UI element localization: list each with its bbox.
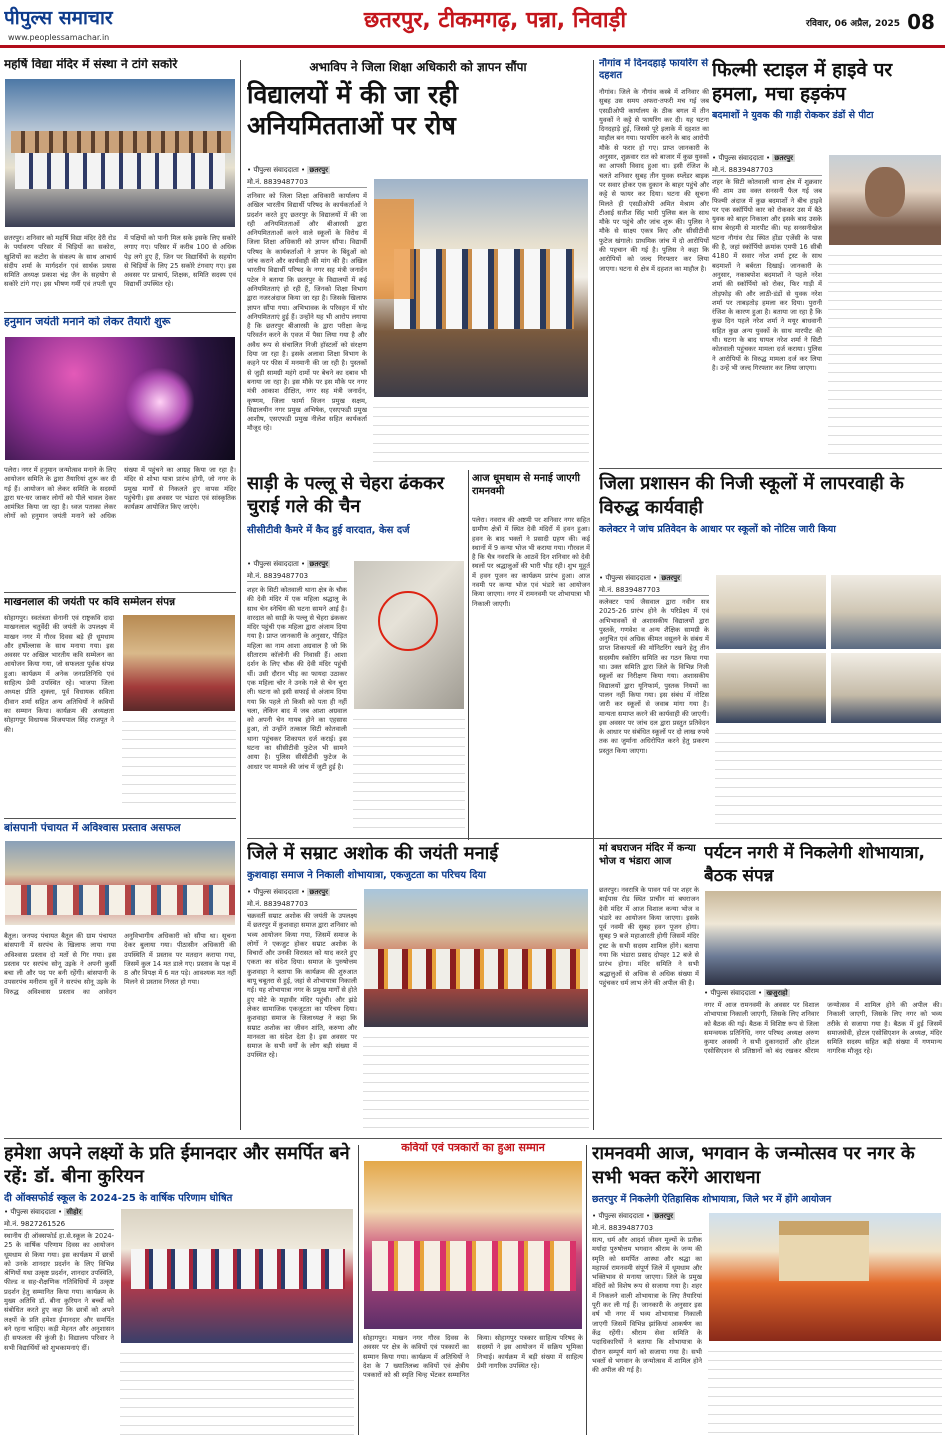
article-body: नगर में आज रामनवमी के अवसर पर विशाल शोभायात्रा निकाली जाएगी, जिसके लिए शनिवार को बैठक की गई। बैठक में विशिष्ट रूप से जिला समन्वयक प्रतिनिधि, नगर परिषद अध्यक्ष अरुण कुमार अवस्थी ने सभी दुकानदारों और होटल एसोसिएशन से प्रतिष्ठानों को बंद रखकर श्रीराम जन्मोत्सव में शामिल होने की अपील की। निकाली जाएगी, जिसके लिए नगर को भव्य तरीके से सजाया गया है। बैठक में हुई जिसमें समाजसेवी, होटल एसोसिएशन के अध्यक्ष, मंदिर समिति सदस्य सहित बड़ी संख्या में गणमान्य नागरिक मौजूद रहे। xyxy=(704,1001,942,1056)
article-private-schools xyxy=(599,472,942,834)
article-body-cont xyxy=(828,250,942,462)
article-subhead: सीसीटीवी कैमरे में कैद हुई वारदात, केस दर्ज xyxy=(247,525,410,536)
article-headline: पर्यटन नगरी में निकलेगी शोभायात्रा, बैठक संपन्न xyxy=(704,843,925,886)
article-body: कलेक्टर पार्थ जैसवाल द्वारा नवीन सत्र 2025-26 प्रारंभ होने के परिप्रेक्ष्य में एवं अभिभावकों से अशासकीय विद्यालयों द्वारा पुस्तकें, गणवेश व अन्य शैक्षिक सामग्री के अनुचित एवं अधिक कीमत वसूलने के संबंध में प्राप्त शिकायतों की मॉनिटरिंग रखने हेतु तीन सदस्यीय स्कोरिंग समिति का गठन किया गया था। उक्त समिति द्वारा जिले के विभिन्न निजी स्कूलों का निरीक्षण किया गया। अशासकीय विद्यालयों द्वारा यूनिफार्म, पुस्तक नियमों का पालन नहीं किया गया। इस संबंध में नोटिस जारी कर स्कूलों से जवाब मांगा गया है। मान्यता समाप्त करने की कार्यवाही की जाएगी। इस अवसर पर जांच दल द्वारा प्रस्तुत प्रतिवेदन के आधार पर संबंधित स्कूलों पर दो लाख रुपये तक का जुर्माना अधिरोपित करने हेतु प्रकरण प्रस्तुत किया जाएगा। xyxy=(599,598,709,755)
article-body: शनिवार को जिला शिक्षा अधिकारी कार्यालय में अखिल भारतीय विद्यार्थी परिषद के कार्यकर्ताओं ने प्रदर्शन करते हुए छतरपुर के विद्यालयों में की जा रही अनियमितताओं और बीआरसी द्वारा अनियमितताओं करने वाले स्कूलों के विरोध में जिला शिक्षा अधिकारी को ज्ञापन सौंपा। विद्यार्थी परिषद के कार्यकर्ताओं ने ज्ञापन के बिंदुओं को जांच कराने और कार्यवाही की मांग की है। अखिल भारतीय विद्यार्थी परिषद के नगर सह मंत्री जनार्दन पटेल ने बताया कि छतरपुर के विद्यालयों में कई अनियमितताएं हो रही हैं, जिनको शिक्षा विभाग द्वारा नजरअंदाज किया जा रहा है। जिसके खिलाफ ज्ञापन सौंपा गया। अभिभावक के परिवहन में घोर अनियमितताएं हुई हैं। उन्होंने यह भी आरोप लगाया है कि छतरपुर बीआरसी के द्वारा परीक्षा केन्द्र परिवर्तन करने के एवज में पैसा लिया गया है और अवैध रूप से संचालित निजी हॉस्टलों को संरक्षण दिया जा रहा है। इसके अलावा शिक्षा विभाग के कहने पर फीस में मनमानी की जा रही है। पुस्तकों से जुड़ी सामग्री महंगे दामों पर बेचने का दबाव भी बनाया जा रहा है। इस मौके पर इस मौके पर नगर मंत्री आकाश दीक्षित, नगर सह मंत्री जनार्दन, कृष्णम, जिला फार्मा विजन प्रमुख सक्षम, विद्यालयीन नगर प्रमुख अभिषेक, एसएफडी प्रमुख आशीष, एसएफडी प्रमुख नीलेश सहित कार्यकर्ता मौजूद रहे। xyxy=(247,192,367,433)
article-body: पलेरा। नगर में हनुमान जन्मोत्सव मनाने के लिए आयोजन समिति के द्वारा तैयारियां शुरू कर दी गई हैं। आयोजन को लेकर समिति के सदस्यों द्वारा घर-घर जाकर लोगों को पीले चावल देकर आमंत्रित किया जा रहा है। ध्वज पताका लेकर लोगों को हनुमान जयंती मनाने को अधिक संख्या में पहुंचने का आग्रह किया जा रहा है। मंदिर से शोभा यात्रा प्रारंभ होगी, जो नगर के प्रमुख मार्गों से निकलते हुए वापस मंदिर पहुंचेगी। इस अवसर पर भंडारा एवं सांस्कृतिक कार्यक्रम आयोजित किए जाएंगे। xyxy=(4,466,236,521)
article-body: छतरपुर। शनिवार को महर्षि विद्या मंदिर देरी रोड के पर्यावरण परिसर में चिड़ियों का सकोरा, खुशियों का कटोरा के संकल्प के साथ आचार्य संदीप शर्मा के मार्गदर्शन एवं सार्थक प्रयास समिति अध्यक्ष प्रकाश चंद्र जैन के सहयोग से सकोरे टांगे गए। इस भीषण गर्मी एवं तपती धूप में पक्षियों को पानी मिल सके इसके लिए सकोरे लगाए गए। परिसर में करीब 100 से अधिक पेड़ लगे हुए हैं, जिन पर विद्यार्थियों के सहयोग से चिड़ियों के लिए 25 सकोरे टंगवाए गए। इस अवसर पर प्राचार्य, शिक्षक, समिति सदस्य एवं विद्यार्थी उपस्थित रहे। xyxy=(4,234,236,289)
mobile: मो.नं. 8839487703 xyxy=(712,166,822,176)
byline: • पीपुल्स संवाददाता • छतरपुर xyxy=(599,574,681,582)
page-number: 08 xyxy=(907,10,935,34)
region-title: छतरपुर, टीकमगढ़, पन्ना, निवाड़ी xyxy=(363,8,627,33)
article-body: स्थानीय दी ऑक्सफोर्ड हा.से.स्कूल के 2024-25 के वार्षिक परिणाम दिवस का आयोजन धूमधाम से किया गया। इस कार्यक्रम में छात्रों को उनके शानदार प्रदर्शन के लिए विभिन्न श्रेणियों यथा उत्कृष्ट प्रदर्शन, शानदार उपस्थिति, फील्ड व सह-शैक्षणिक गतिविधियों में उत्कृष्ट प्रदर्शन हेतु सम्मानित किया गया। कार्यक्रम के मुख्य अतिथि डॉ. बीना कुरियन ने बच्चों को संबोधित करते हुए कहा कि छात्रों को अपने लक्ष्यों के प्रति हमेशा ईमानदार और समर्पित बने रहना चाहिए। कड़ी मेहनत और अनुशासन ही सफलता की कुंजी है। विद्यालय परिवार ने सभी विद्यार्थियों को शुभकामनाएं दीं। xyxy=(4,1232,114,1352)
article-chain xyxy=(247,472,465,834)
logo[interactable]: पीपुल्स समाचार xyxy=(4,7,113,29)
article-headline: साड़ी के पल्लू से चेहरा ढंककर चुराई गले की चैन xyxy=(247,473,445,517)
article-body: चक्रवर्ती सम्राट अशोक की जयंती के उपलक्ष्य में छतरपुर में कुशवाहा समाज द्वारा शनिवार को भव्य आयोजन किया गया, जिसमें समाज के लोगों ने एकजुट होकर सम्राट अशोक के विचारों और उनकी विरासत को याद करते हुए एकता का संदेश दिया। समाज के पुरुषोत्तम कुशवाहा ने बताया कि कार्यक्रम की शुरुआत बापू चबूतरा से हुई, जहां से शोभायात्रा निकाली गई। यह शोभायात्रा नगर के प्रमुख मार्गों से होते हुए मोटे के महावीर मंदिर पहुंची। और झंडे लेकर सामाजिक एकजुटता का परिचय दिया। कुशवाहा समाज के जिलाध्यक्ष ने कहा कि सम्राट अशोक का जीवन शांति, करुणा और मानवता का संदेश देता है। इस अवसर पर समाज के सभी वर्गों के लोग बड़ी संख्या में उपस्थित रहे। xyxy=(247,912,357,1060)
article-ramnavami-palera xyxy=(472,472,590,834)
mobile: मो.नं. 9827261526 xyxy=(4,1220,114,1230)
article-kicker: आज धूमधाम से मनाई जाएगी रामनवमी xyxy=(472,473,580,497)
temple-photo xyxy=(4,336,236,461)
office-photo-2 xyxy=(830,574,942,650)
article-body-cont xyxy=(353,714,465,830)
byline: • पीपुल्स संवाददाता • सीहोर xyxy=(4,1208,82,1216)
byline: • पीपुल्स संवाददाता • छतरपुर xyxy=(247,166,329,174)
issue-date: रविवार, 06 अप्रैल, 2025 xyxy=(806,19,900,29)
article-panchayat xyxy=(4,822,236,1134)
article-poets-honour xyxy=(363,1142,583,1442)
article-body: सोहागपुर। स्वतंत्रता सेनानी एवं राष्ट्रकवि दादा माखनलाल चतुर्वेदी की जयंती के उपलक्ष्य में माखन नगर में गौरव दिवस बड़े ही धूमधाम और हर्षोल्लास के साथ मनाया गया। इस अवसर पर अखिल भारतीय कवि सम्मेलन का आयोजन किया गया, जो सफलता पूर्वक संपन्न हुआ। कार्यक्रम में अनेक जनप्रतिनिधि एवं साहित्य प्रेमी उपस्थित रहे। भाजपा जिला अध्यक्ष प्रीति शुक्ला, पूर्व विधायक सविता दीवान शर्मा सहित अन्य अतिथियों ने कवियों का सम्मान किया। कार्यक्रम की अध्यक्षता सोहागपुर विधायक विजयपाल सिंह राजपूत ने की। xyxy=(4,614,114,734)
article-body: बैतूल। जनपद पंचायत बैतूल की ग्राम पंचायत बांसपानी में सरपंच के खिलाफ लाया गया अविश्वास प्रस्ताव दो मतों से गिर गया। इस प्रस्ताव पर सरपंच सोनू उइके ने अपनी कुर्सी बचा ली और पद पर बनी रहेंगी। बांसपानी के उपसरपंच मनीराम धुर्वे ने सरपंच सोनू उइके के विरुद्ध अविश्वास प्रस्ताव का आवेदन अनुविभागीय अधिकारी को सौंपा था। सूचना देकर बुलाया गया। पीठासीन अधिकारी की उपस्थिति में प्रस्ताव पर मतदान कराया गया, जिसमें कुल 14 मत डाले गए। प्रस्ताव के पक्ष में 8 और विपक्ष में 6 मत पड़े। आवश्यक मत नहीं मिलने से प्रस्ताव निरस्त हो गया। xyxy=(4,932,236,996)
temple-decor-photo xyxy=(708,1212,942,1342)
article-headline: जिला प्रशासन की निजी स्कूलों में लापरवाही के विरुद्ध कार्यवाही xyxy=(599,473,904,518)
article-headline: विद्यालयों में की जा रही अनियमितताओं पर रोष xyxy=(247,80,458,140)
article-headline: फिल्मी स्टाइल में हाइवे पर हमला, मचा हड़कंप xyxy=(712,59,893,105)
article-abvp xyxy=(247,58,589,466)
masthead xyxy=(0,0,945,48)
article-ashoka xyxy=(247,842,589,1132)
article-headline: बांसपानी पंचायत में अविश्वास प्रस्ताव असफल xyxy=(4,822,181,834)
article-headline: महर्षि विद्या मंदिर में संस्था ने टांगे सकोरे xyxy=(4,58,178,71)
article-body-cont xyxy=(363,1032,589,1128)
article-hanuman xyxy=(4,316,236,586)
cctv-photo xyxy=(353,560,465,710)
article-headline: रामनवमी आज, भगवान के जन्मोत्सव पर नगर के सभी भक्त करेंगे आराधना xyxy=(592,1143,915,1188)
abvp-photo xyxy=(373,178,589,398)
byline: • पीपुल्स संवाददाता • खजुराहो xyxy=(704,989,788,997)
byline: • पीपुल्स संवाददाता • छतरपुर xyxy=(247,560,329,568)
article-body-cont xyxy=(708,1346,942,1438)
article-oxford xyxy=(4,1142,354,1442)
meeting-photo xyxy=(4,840,236,926)
article-highway xyxy=(712,58,942,466)
article-headline: जिले में सम्राट अशोक की जयंती मनाई xyxy=(247,843,499,864)
article-subhead: बदमाशों ने युवक की गाड़ी रोककर डंडों से पीटा xyxy=(712,110,874,121)
article-subhead: कुशवाहा समाज ने निकाली शोभायात्रा, एकजुटता का परिचय दिया xyxy=(247,870,486,881)
office-photo-3 xyxy=(715,652,827,724)
byline: • पीपुल्स संवाददाता • छतरपुर xyxy=(247,888,329,896)
article-headline: माखनलाल की जयंती पर कवि सम्मेलन संपन्न xyxy=(4,596,176,608)
mobile: मो.नं. 8839487703 xyxy=(247,178,367,188)
office-photo-4 xyxy=(830,652,942,724)
article-body: शहर के सिटी कोतवाली थाना क्षेत्र में शुक्रवार की शाम उस वक्त सनसनी फैल गई जब फिल्मी अंदाज में कुछ बदमाशों ने बीच हाइवे पर एक स्कॉर्पियो कार को रोककर उस में बैठे युवक को बाहर निकाला और इसके बाद उसके साथ बेरहमी से मारपीट की। यह सनसनीखेज घटना नौगांव रोड स्थित होंडा एजेंसी के पास की है, जहां स्कॉर्पियो क्रमांक एमपी 16 सीबी 4180 में सवार नरेश शर्मा ट्रस्ट के साथ बदमाशों ने बर्बरता दिखाई। जानकारी के अनुसार, नकाबपोश बदमाशों ने पहले नरेश शर्मा की स्कॉर्पियो को रोका, फिर गाड़ी में तोड़फोड़ की और लाठी-डंडों से युवक नरेश शर्मा पर ताबड़तोड़ हमला कर दिया। पुरानी रंजिश के कारण हुआ है। बताया जा रहा है कि कुछ दिन पहले नरेश शर्मा ने मयूर बाधवानी सहित कुछ अन्य युवकों के साथ मारपीट की थी। घटना के बाद घायल नरेश शर्मा ने सिटी कोतवाली पहुंचकर मामला दर्ज कराया। पुलिस ने आरोपियों के विरुद्ध मामला दर्ज कर लिया है। उन्हें भी जल्द गिरफ्तार कर लिया जाएगा। xyxy=(712,178,822,372)
mobile: मो.नं. 8839487703 xyxy=(247,900,357,910)
meeting-photo xyxy=(704,890,942,986)
article-body: छतरपुर। नवरात्रि के पावन पर्व पर शहर के बाईपास रोड स्थित प्राचीन मां बघराजन देवी मंदिर में आज विशाल कन्या भोज व भंडारे का आयोजन किया जाएगा। इसके पूर्व नवमी की सुबह हवन पूजन होगा। सुबह 9 बजे महाआरती होगी जिसमें मंदिर ट्रस्ट के सभी सदस्य शामिल होंगे। बताया गया कि भंडारा प्रसाद दोपहर 12 बजे से प्रारंभ होगा। मंदिर समिति ने सभी श्रद्धालुओं से अधिक से अधिक संख्या में पहुंचकर धर्म लाभ लेने की अपील की है। xyxy=(599,886,699,987)
article-body: शहर के सिटी कोतवाली थाना क्षेत्र के चौक की देवी मंदिर में एक महिला श्रद्धालु के साथ चेन स्नेचिंग की घटना सामने आई है। वारदात को साड़ी के पल्लू से चेहरा ढंककर मंदिर पहुंची एक महिला द्वारा अंजाम दिया गया है। प्राप्त जानकारी के अनुसार, पीड़ित महिला का नाम आशा अग्रवाल है जो कि सीताराम कॉलोनी की निवासी हैं। आशा दर्शन के लिए चौक की देवी मंदिर पहुंची थीं। उसी दौरान भीड़ का फायदा उठाकर एक महिला चोर ने उनके गले से चेन चुरा ली। घटना को इसी सफाई से अंजाम दिया गया कि पहले तो किसी को पता ही नहीं चला, लेकिन बाद में जब आशा अग्रवाल को अपनी चेन गायब होने का एहसास हुआ, तो उन्होंने तत्काल सिटी कोतवाली थाना पहुंचकर शिकायत दर्ज कराई। इस घटना का सीसीटीवी फुटेज भी सामने आया है। पुलिस सीसीटीवी फुटेज के आधार पर मामले की जांच में जुटी हुई है। xyxy=(247,586,347,771)
mobile: मो.नं. 8839487703 xyxy=(247,572,347,582)
mobile: मो.नं. 8839487703 xyxy=(592,1224,702,1234)
article-body: पलेरा। नवरात्र की अष्टमी पर शनिवार नगर सहित ग्रामीण क्षेत्रों में स्थित देवी मंदिरों में हवन हुआ। हवन के बाद भक्तों ने प्रसादी ग्रहण की। कई स्थानों में 9 कन्या भोज भी कराया गया। गौरवल में है कि चैत्र नवरात्रि के आठवें दिन शनिवार को देवी स्थलों पर श्रद्धालुओं की भारी भीड़ रही। शुभ मुहूर्त में हवन पूजन का कार्यक्रम प्रारंभ हुआ। आज नवमी पर कन्या भोज एवं भंडारे का आयोजन किया जाएगा। नगर में रामनवमी पर शोभायात्रा भी निकाली जाएगी। xyxy=(472,516,590,608)
article-headline: नौगांव में दिनदहाड़े फायरिंग से दहशत xyxy=(599,58,709,81)
students-photo xyxy=(4,78,236,228)
byline: • पीपुल्स संवाददाता • छतरपुर xyxy=(712,154,794,162)
article-subhead: कलेक्टर ने जांच प्रतिवेदन के आधार पर स्कूलों को नोटिस जारी किया xyxy=(599,524,836,535)
poets-photo xyxy=(122,614,236,712)
victim-photo xyxy=(828,154,942,246)
article-naugaon xyxy=(599,58,709,466)
article-headline: हमेशा अपने लक्ष्यों के प्रति ईमानदार और समर्पित बने रहें: डॉ. बीना कुरियन xyxy=(4,1143,350,1187)
office-photo-1 xyxy=(715,574,827,650)
article-body: सत्य, धर्म और आदर्श जीवन मूल्यों के प्रतीक मर्यादा पुरुषोत्तम भगवान श्रीराम के जन्म की स्मृति को समर्पित आस्था और श्रद्धा का महापर्व रामनवमी संपूर्ण जिले में धूमधाम और भक्तिभाव से मनाया जाएगा। जिले के प्रमुख मंदिरों को विशेष रूप से सजाया गया है। शहर में निकलने वाली शोभायात्रा के लिए तैयारियां पूरी कर ली गई हैं। जानकारी के अनुसार इस वर्ष भी नगर में भव्य शोभायात्रा निकाली जाएगी जिसमें विभिन्न झांकियां आकर्षण का केंद्र रहेंगी। श्रीराम सेवा समिति के पदाधिकारियों ने बताया कि शोभायात्रा के दौरान सम्पूर्ण मार्ग को सजाया गया है। सभी भक्तों से भगवान के जन्मोत्सव में शामिल होने की अपील की गई है। xyxy=(592,1236,702,1375)
article-body: नौगांव। जिले के नौगांव कस्बे में शनिवार की सुबह उस समय अफरा-तफरी मच गई जब एसडीओपी कार्यालय के ठीक बगल में तीन युवकों ने कट्टे से फायरिंग कर दी। यह घटना दिनदहाड़े हुई, जिससे पूरे इलाके में दहशत का माहौल बन गया। फायरिंग करने के बाद आरोपी मौके से फरार हो गए। प्राप्त जानकारी के अनुसार, शुक्रवार रात को बाजार में कुछ युवकों का आपसी विवाद हुआ था। इसी रंजिश के चलते शनिवार सुबह तीन युवक स्प्लेंडर बाइक पर सवार होकर एक दुकान के बाहर पहुंचे और कट्टे से फायर कर दिया। घटना की सूचना मिलते ही एसडीओपी अमित मेश्राम और टीआई सतीश सिंह भारी पुलिस बल के साथ मौके पर पहुंचे और जांच शुरू की। पुलिस ने मौके से साक्ष्य एकत्र किए और सीसीटीवी फुटेज खंगाले। प्राथमिक जांच में दो आरोपियों की पहचान की गई है। पुलिस ने कहा कि आरोपियों को जल्द गिरफ्तार कर लिया जाएगा। घटना से क्षेत्र में दहशत का माहौल है। xyxy=(599,88,709,273)
article-kicker: मां बघराजन मंदिर में कन्या भोज व भंडारा आज xyxy=(599,843,696,867)
article-body-cont xyxy=(120,1348,354,1438)
article-body-cont xyxy=(373,402,589,462)
byline: • पीपुल्स संवाददाता • छतरपुर xyxy=(592,1212,674,1220)
honour-photo xyxy=(363,1160,583,1330)
article-baghrajan xyxy=(599,842,699,1132)
article-body-cont xyxy=(715,728,942,830)
article-subhead: छतरपुर में निकलेगी ऐतिहासिक शोभायात्रा, जिले भर में होंगे आयोजन xyxy=(592,1194,832,1205)
article-ramnavami xyxy=(592,1142,942,1442)
students-award-photo xyxy=(120,1208,354,1344)
article-headline: कवियों एवं पत्रकारों का हुआ सम्मान xyxy=(401,1142,545,1154)
article-kicker: अभाविप ने जिला शिक्षा अधिकारी को ज्ञापन सौंपा xyxy=(309,60,527,74)
site-url[interactable]: www.peoplessamachar.in xyxy=(8,33,110,42)
article-khajuraho xyxy=(704,842,942,1132)
article-headline: हनुमान जयंती मनाने को लेकर तैयारी शुरू xyxy=(4,316,171,328)
article-makhanlal xyxy=(4,596,236,814)
procession-photo xyxy=(363,888,589,1028)
article-body: सोहागपुर। माखन नगर गौरव दिवस के अवसर पर क्षेत्र के कवियों एवं पत्रकारों का सम्मान किया गया। कार्यक्रम में अतिथियों ने देश के 7 ख्यातिलब्ध कवियों एवं क्षेत्रीय पत्रकारों को श्री स्मृति चिन्ह भेंटकर सम्मानित किया। सोहागपुर पत्रकार साहित्य परिषद के सदस्यों ने इस आयोजन में सक्रिय भूमिका निभाई। कार्यक्रम में बड़ी संख्या में साहित्य प्रेमी नागरिक उपस्थित रहे। xyxy=(363,1334,583,1380)
article-mvm xyxy=(4,58,236,358)
article-subhead: दी ऑक्सफोर्ड स्कूल के 2024-25 के वार्षिक परिणाम घोषित xyxy=(4,1193,233,1204)
article-body-cont xyxy=(122,716,236,810)
mobile: मो.नं. 8839487703 xyxy=(599,586,709,596)
